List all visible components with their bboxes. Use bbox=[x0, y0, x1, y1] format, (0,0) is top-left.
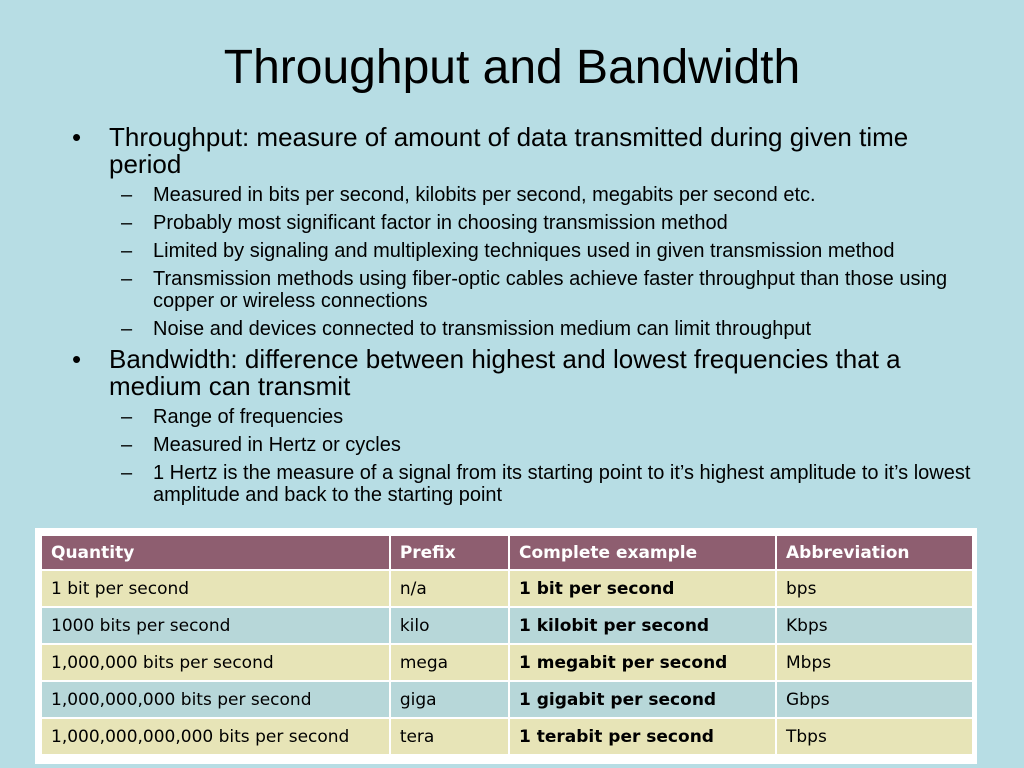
sub-bullet-text: Transmission methods using fiber-optic cables achieve faster throughput than those using copper or wireless connections bbox=[153, 268, 948, 312]
sub-bullet bbox=[109, 268, 972, 312]
dash-glyph: – bbox=[121, 406, 133, 428]
cell-quantity: 1 bit per second bbox=[42, 571, 389, 606]
dash-glyph: – bbox=[121, 184, 133, 206]
sub-bullet bbox=[109, 184, 972, 206]
cell-abbreviation: Mbps bbox=[777, 645, 972, 680]
cell-quantity: 1,000,000,000 bits per second bbox=[42, 682, 389, 717]
dash-glyph: – bbox=[121, 318, 133, 340]
dash-glyph: – bbox=[121, 268, 133, 290]
dash-glyph: – bbox=[121, 462, 133, 484]
table-row bbox=[42, 608, 972, 643]
sub-bullet-text: 1 Hertz is the measure of a signal from its starting point to it’s highest amplitude to it’s lowest amplitude and back to the starting point bbox=[153, 462, 971, 506]
header-abbreviation: Abbreviation bbox=[777, 536, 972, 569]
cell-prefix: kilo bbox=[391, 608, 508, 643]
sub-bullet bbox=[109, 318, 972, 340]
cell-abbreviation: Tbps bbox=[777, 719, 972, 754]
cell-prefix: giga bbox=[391, 682, 508, 717]
cell-quantity: 1,000,000,000,000 bits per second bbox=[42, 719, 389, 754]
sub-bullet bbox=[109, 240, 972, 262]
bullet-text: Throughput: measure of amount of data transmitted during given time period bbox=[109, 122, 909, 179]
dash-glyph: – bbox=[121, 212, 133, 234]
sub-bullet-text: Measured in bits per second, kilobits per second, megabits per second etc. bbox=[153, 184, 816, 206]
sub-bullet-text: Measured in Hertz or cycles bbox=[153, 434, 401, 456]
table-row bbox=[42, 645, 972, 680]
header-prefix: Prefix bbox=[391, 536, 508, 569]
sub-bullet bbox=[109, 212, 972, 234]
header-quantity: Quantity bbox=[42, 536, 389, 569]
bullet-list bbox=[72, 120, 972, 512]
cell-prefix: tera bbox=[391, 719, 508, 754]
cell-complete-example: 1 kilobit per second bbox=[510, 608, 775, 643]
sub-bullet-text: Probably most significant factor in choosing transmission method bbox=[153, 212, 728, 234]
slide-title: Throughput and Bandwidth bbox=[223, 41, 801, 94]
sub-bullet-text: Range of frequencies bbox=[153, 406, 344, 428]
cell-abbreviation: bps bbox=[777, 571, 972, 606]
sub-bullet bbox=[109, 462, 972, 506]
bullet-bandwidth bbox=[72, 346, 972, 506]
bullet-glyph: • bbox=[72, 122, 82, 152]
cell-prefix: n/a bbox=[391, 571, 508, 606]
sub-bullet bbox=[109, 434, 972, 456]
sub-bullet-text: Noise and devices connected to transmission medium can limit throughput bbox=[153, 318, 812, 340]
cell-complete-example: 1 megabit per second bbox=[510, 645, 775, 680]
cell-complete-example: 1 gigabit per second bbox=[510, 682, 775, 717]
bullet-throughput bbox=[72, 124, 972, 340]
cell-abbreviation: Gbps bbox=[777, 682, 972, 717]
cell-prefix: mega bbox=[391, 645, 508, 680]
cell-complete-example: 1 bit per second bbox=[510, 571, 775, 606]
cell-abbreviation: Kbps bbox=[777, 608, 972, 643]
header-complete-example: Complete example bbox=[510, 536, 775, 569]
bullet-text: Bandwidth: difference between highest and lowest frequencies that a medium can transmit bbox=[109, 344, 901, 401]
sub-bullet-text: Limited by signaling and multiplexing techniques used in given transmission method bbox=[153, 240, 895, 262]
table-header-row bbox=[42, 536, 972, 569]
bit-rate-table bbox=[40, 534, 974, 756]
sub-bullet-list bbox=[109, 184, 972, 340]
bullet-glyph: • bbox=[72, 344, 82, 374]
table-row bbox=[42, 719, 972, 754]
table-row bbox=[42, 682, 972, 717]
dash-glyph: – bbox=[121, 434, 133, 456]
sub-bullet-list bbox=[109, 406, 972, 506]
sub-bullet bbox=[109, 406, 972, 428]
cell-quantity: 1,000,000 bits per second bbox=[42, 645, 389, 680]
cell-complete-example: 1 terabit per second bbox=[510, 719, 775, 754]
cell-quantity: 1000 bits per second bbox=[42, 608, 389, 643]
dash-glyph: – bbox=[121, 240, 133, 262]
table-row bbox=[42, 571, 972, 606]
bit-rate-table-frame bbox=[35, 528, 977, 764]
